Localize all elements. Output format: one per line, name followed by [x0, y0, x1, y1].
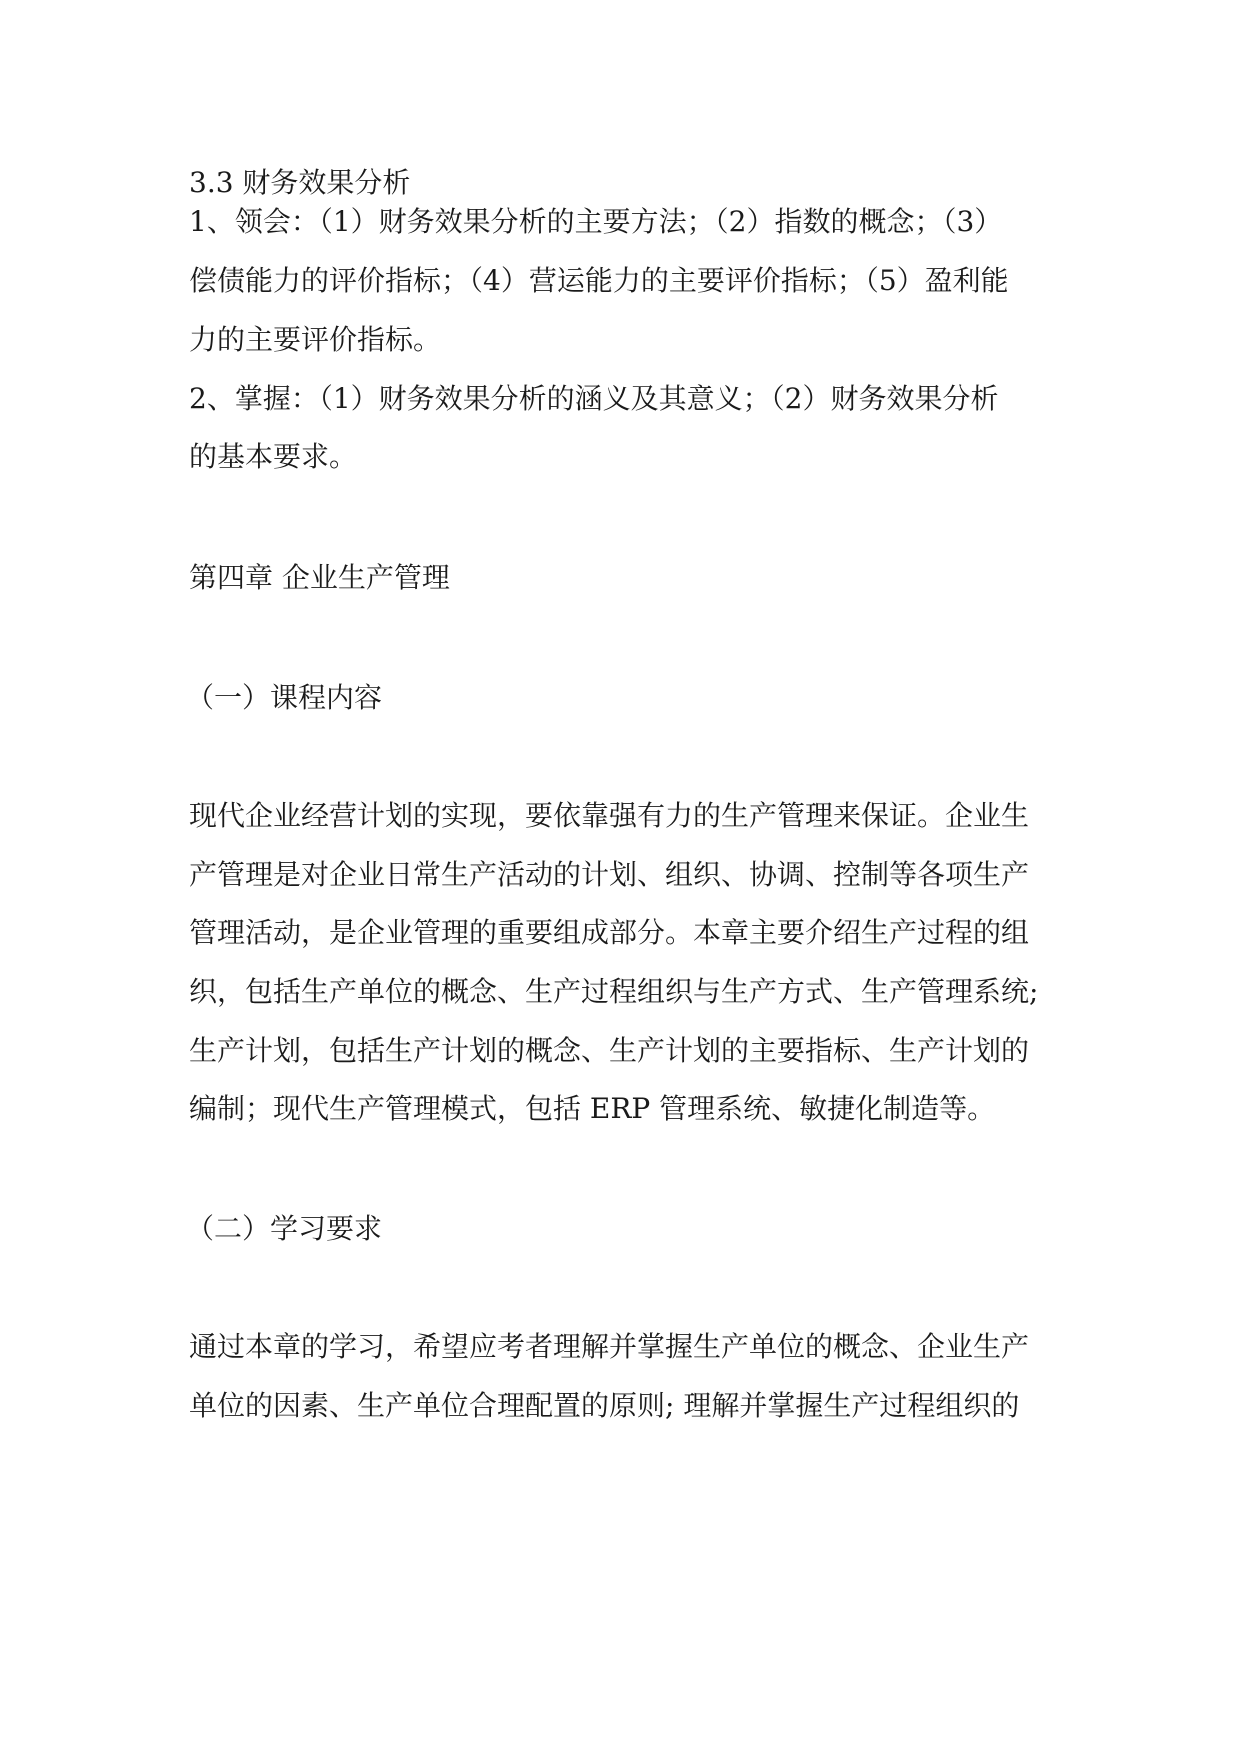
section-heading: 3.3 财务效果分析 — [189, 166, 411, 199]
paragraph-line: 力的主要评价指标。 — [189, 323, 442, 356]
paragraph-line: 织，包括生产单位的概念、生产过程组织与生产方式、生产管理系统; — [189, 975, 1039, 1008]
paragraph-line: 管理活动，是企业管理的重要组成部分。本章主要介绍生产过程的组 — [189, 916, 1030, 949]
paragraph-line: 生产计划，包括生产计划的概念、生产计划的主要指标、生产计划的 — [189, 1034, 1030, 1067]
paragraph-line: 产管理是对企业日常生产活动的计划、组织、协调、控制等各项生产 — [189, 858, 1030, 891]
paragraph-line: 单位的因素、生产单位合理配置的原则; 理解并掌握生产过程组织的 — [189, 1389, 1020, 1422]
paragraph-line: 2、掌握：（1）财务效果分析的涵义及其意义；（2）财务效果分析 — [189, 382, 999, 415]
paragraph-line: 通过本章的学习，希望应考者理解并掌握生产单位的概念、企业生产 — [189, 1330, 1030, 1363]
subsection-heading: （二）学习要求 — [186, 1212, 383, 1245]
paragraph-line: 1、领会：（1）财务效果分析的主要方法；（2）指数的概念；（3） — [189, 205, 1003, 238]
paragraph-line: 偿债能力的评价指标；（4）营运能力的主要评价指标；（5）盈利能 — [189, 264, 1009, 297]
paragraph-line: 的基本要求。 — [189, 440, 358, 473]
paragraph-line: 现代企业经营计划的实现，要依靠强有力的生产管理来保证。企业生 — [189, 799, 1030, 832]
chapter-title: 第四章 企业生产管理 — [189, 561, 450, 594]
subsection-heading: （一）课程内容 — [186, 681, 383, 714]
paragraph-line: 编制；现代生产管理模式，包括 ERP 管理系统、敏捷化制造等。 — [189, 1092, 996, 1125]
